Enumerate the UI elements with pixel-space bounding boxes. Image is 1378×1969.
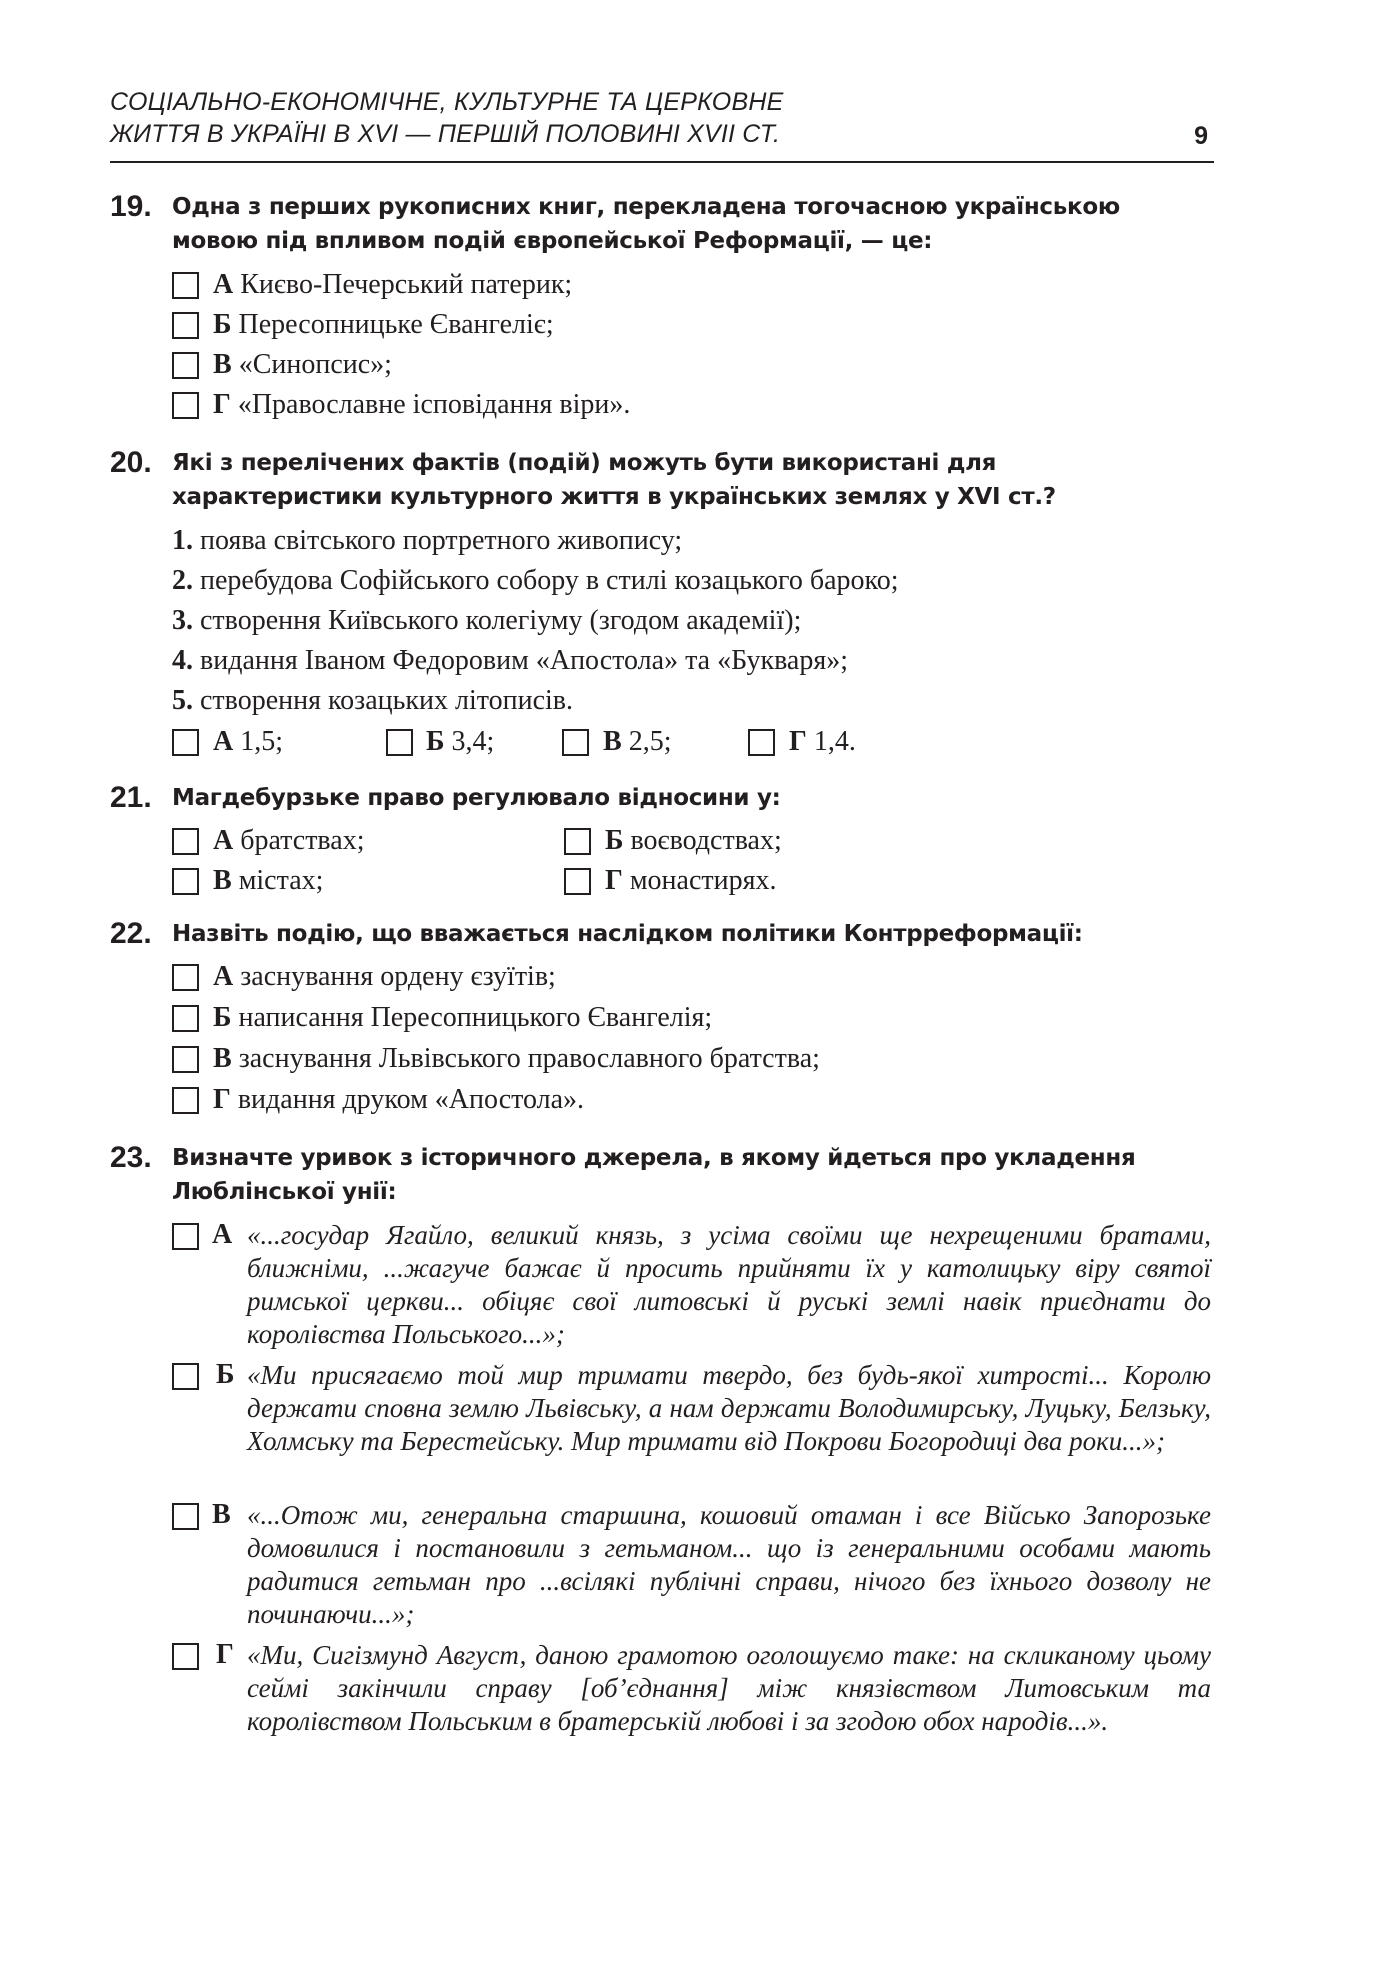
checkbox[interactable]	[172, 1223, 199, 1250]
question-number: 23.	[110, 1141, 152, 1174]
list-item	[172, 564, 898, 598]
option-text: Києво-Печерський патерик;	[240, 269, 573, 300]
option-letter: А	[213, 961, 234, 992]
option-text: 1,4.	[813, 726, 856, 757]
option-letter: В	[603, 726, 622, 757]
option-letter: Б	[605, 825, 624, 856]
option-text: написання Пересопницького Євангелія;	[238, 1002, 713, 1033]
option-letter: Б	[213, 309, 232, 340]
option-text: 3,4;	[451, 726, 495, 757]
item-number: 5.	[172, 685, 193, 716]
question-number: 20.	[110, 446, 152, 479]
list-item	[172, 684, 573, 718]
question-text: Які з перелічених фактів (подій) можуть бути використані для характеристики культурного життя в українських землях у XVI ст.?	[172, 450, 1056, 510]
option-letter: Б	[213, 1002, 232, 1033]
source-excerpt: «Ми присягаємо той мир тримати твердо, без будь-якої хитрості... Королю держати сповна землю Львівську, а нам держати Володимирську, Луцьку, Белзьку, Холмську та Берестейську. Мир тримати від Покрови Богородиці два роки...»;	[247, 1360, 1211, 1456]
option-text: братствах;	[240, 825, 365, 856]
source-excerpt: «Ми, Сигізмунд Август, даною грамотою оголошуємо таке: на скликаному цьому сеймі закінчили справу [об’єднання] між князівством Литовським та королівством Польським в братерській любові і за згодою обох народів...».	[247, 1640, 1211, 1736]
checkbox[interactable]	[172, 1643, 199, 1670]
option-letter: А	[212, 1219, 233, 1250]
list-item	[172, 644, 848, 678]
option-letter: А	[213, 825, 234, 856]
checkbox[interactable]	[172, 729, 199, 756]
checkbox[interactable]	[172, 1087, 199, 1114]
checkbox[interactable]	[172, 312, 199, 339]
option-text: монастирях.	[629, 865, 777, 896]
item-text: створення козацьких літописів.	[200, 685, 573, 716]
option-text: Пересопницьке Євангеліє;	[238, 309, 554, 340]
item-number: 1.	[172, 525, 193, 556]
option-text: 1,5;	[240, 726, 284, 757]
option-text: «Синопсис»;	[238, 349, 392, 380]
option-text: 2,5;	[628, 726, 672, 757]
source-excerpt: «...государ Ягайло, великий князь, з усіма своїми ще нехрещеними братами, ближніми, ...жагуче бажає й просить прийняти їх у католицьку віру святої римської церкви... обіцяє свої литовські й руські землі навік приєднати до королівства Польського...»;	[247, 1220, 1211, 1349]
option-letter: Г	[216, 1639, 234, 1670]
option-text: «Православне іcповідання віри».	[237, 389, 631, 420]
question-text: Одна з перших рукописних книг, перекладена тогочасною українською мовою під впливом подій європейської Реформації, — це:	[172, 194, 1120, 254]
option-letter: Б	[216, 1359, 235, 1390]
option-letter: В	[212, 1499, 231, 1530]
option-letter: Б	[426, 726, 445, 757]
checkbox[interactable]	[564, 828, 591, 855]
option-letter: Г	[213, 389, 231, 420]
header-divider	[110, 161, 1214, 163]
item-text: видання Іваном Федоровим «Апостола» та «Букваря»;	[200, 645, 849, 676]
header-title-line-1: СОЦІАЛЬНО-ЕКОНОМІЧНЕ, КУЛЬТУРНЕ ТА ЦЕРКОВНЕ	[110, 88, 784, 116]
checkbox[interactable]	[172, 272, 199, 299]
checkbox[interactable]	[172, 1363, 199, 1390]
checkbox[interactable]	[564, 868, 591, 895]
item-number: 2.	[172, 565, 193, 596]
question-number: 22.	[110, 917, 152, 950]
item-text: перебудова Софійського собору в стилі козацького бароко;	[200, 565, 899, 596]
checkbox[interactable]	[172, 1046, 199, 1073]
option-text: містах;	[238, 865, 324, 896]
item-number: 3.	[172, 605, 193, 636]
option-letter: А	[213, 269, 234, 300]
page-number: 9	[1194, 122, 1208, 150]
checkbox[interactable]	[172, 828, 199, 855]
option-letter: В	[213, 1043, 232, 1074]
source-excerpt: «...Отож ми, генеральна старшина, кошовий отаман і все Військо Запорозьке домовилися і постановили з гетьманом... що із генеральними особами мають радитися гетьман про ...всілякі публічні справи, нічого без їхнього дозволу не починаючи...»;	[247, 1500, 1211, 1629]
option-letter: Г	[605, 865, 623, 896]
option-text: заснування ордену єзуїтів;	[240, 961, 556, 992]
option-letter: В	[213, 865, 232, 896]
option-text: заснування Львівського православного братства;	[238, 1043, 820, 1074]
question-text: Назвіть подію, що вважається наслідком політики Контрреформації:	[172, 921, 1083, 947]
item-text: створення Київського колегіуму (згодом академії);	[200, 605, 802, 636]
checkbox[interactable]	[172, 1503, 199, 1530]
running-header	[110, 86, 1214, 150]
option-letter: Г	[213, 1084, 231, 1115]
option-letter: В	[213, 349, 232, 380]
checkbox[interactable]	[172, 964, 199, 991]
question-number: 19.	[110, 190, 152, 223]
option-text: видання друком «Апостола».	[237, 1084, 585, 1115]
question-number: 21.	[110, 781, 152, 814]
option-letter: А	[213, 726, 234, 757]
option-letter: Г	[789, 726, 807, 757]
question-text: Магдебурзьке право регулювало відносини у:	[172, 785, 781, 811]
question-text: Визначте уривок з історичного джерела, в якому йдеться про укладення Люблінської унії:	[172, 1145, 1136, 1205]
checkbox[interactable]	[748, 729, 775, 756]
checkbox[interactable]	[386, 729, 413, 756]
item-number: 4.	[172, 645, 193, 676]
checkbox[interactable]	[172, 352, 199, 379]
list-item	[172, 604, 801, 638]
checkbox[interactable]	[172, 392, 199, 419]
option-text: воєводствах;	[630, 825, 782, 856]
list-item	[172, 524, 682, 558]
checkbox[interactable]	[172, 1005, 199, 1032]
item-text: поява світського портретного живопису;	[200, 525, 683, 556]
header-title-line-2: ЖИТТЯ В УКРАЇНІ В XVI — ПЕРШІЙ ПОЛОВИНІ XVII СТ.	[110, 120, 781, 148]
checkbox[interactable]	[562, 729, 589, 756]
checkbox[interactable]	[172, 868, 199, 895]
